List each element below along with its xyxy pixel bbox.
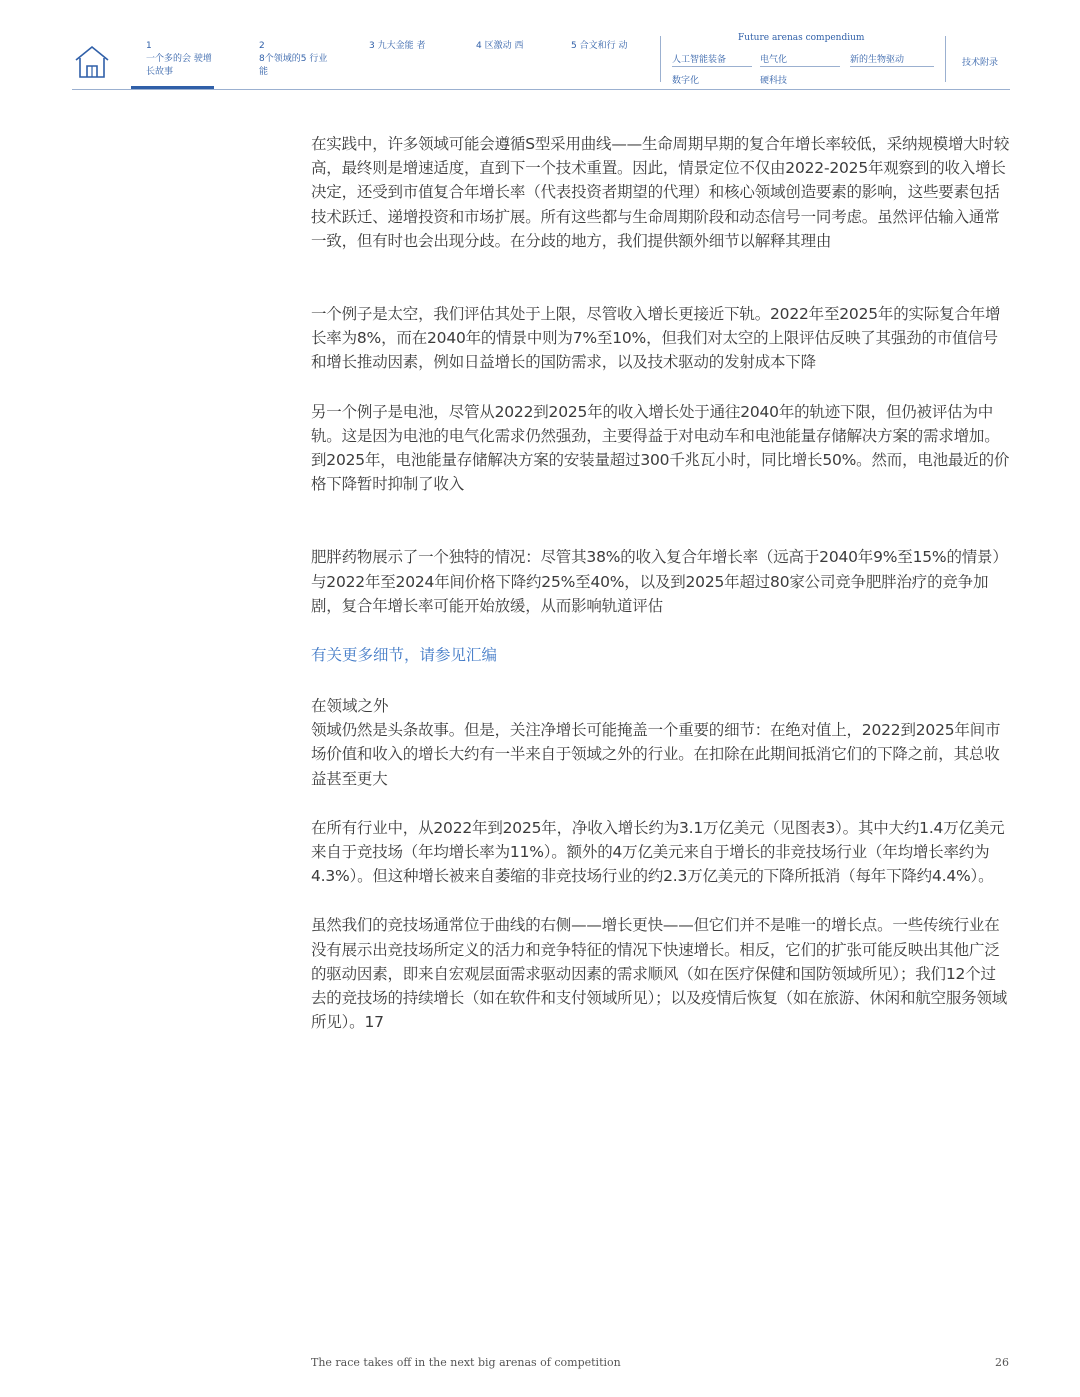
nav-section-number: 1 — [146, 41, 152, 51]
nav-rule — [72, 89, 1010, 90]
compendium-link[interactable]: 有关更多细节，请参见汇编 — [311, 646, 498, 665]
footer-title: The race takes off in the next big arenas of competition — [311, 1356, 621, 1369]
body-paragraph: 肥胖药物展示了一个独特的情况：尽管其38%的收入复合年增长率（远高于2040年9%至15%的情景）与2022年至2024年间价格下降约25%至40%，以及到2025年超过80家公司竞争肥胖治疗的竞争加剧，复合年增长率可能开始放缓，从而影响轨道评估 — [311, 548, 1008, 615]
nav-section-2[interactable] — [259, 40, 329, 79]
nav-section-1[interactable] — [146, 40, 216, 79]
compendium-item-ai[interactable]: 人工智能装备 — [672, 52, 752, 67]
nav-section-label: 3 九大金能 者 — [369, 41, 426, 51]
nav-divider — [945, 36, 946, 82]
home-icon[interactable] — [72, 44, 112, 80]
nav-section-4[interactable] — [476, 40, 531, 53]
body-paragraph: 虽然我们的竞技场通常位于曲线的右侧——增长更快——但它们并不是唯一的增长点。一些传统行业在没有展示出竞技场所定义的活力和竞争特征的情况下快速增长。相反，它们的扩张可能反映出其他广泛的驱动因素，即来自宏观层面需求驱动因素的需求顺风（如在医疗保健和国防领域所见）；我们12个过去的竞技场的持续增长（如在软件和支付领域所见）；以及疫情后恢复（如在旅游、休闲和航空服务领域所见）。17 — [311, 916, 1008, 1032]
compendium-item-hardtech[interactable]: 硬科技 — [760, 76, 788, 86]
body-paragraph: 在实践中，许多领域可能会遵循S型采用曲线——生命周期早期的复合年增长率较低，采纳规模增大时较高，最终则是增速适度，直到下一个技术重置。因此，情景定位不仅由2022-2025年观察到的收入增长决定，还受到市值复合年增长率（代表投资者期望的代理）和核心领域创造要素的影响，这些要素包括技术跃迁、递增投资和市场扩展。所有这些都与生命周期阶段和动态信号一同考虑。虽然评估输入通常一致，但有时也会出现分歧。在分歧的地方，我们提供额外细节以解释其理由 — [311, 135, 1010, 250]
nav-section-number: 2 — [259, 41, 265, 51]
nav-section-label: 4 区激动 西 — [476, 41, 524, 51]
body-paragraph: 在所有行业中，从2022年到2025年，净收入增长约为3.1万亿美元（见图表3）。其中大约1.4万亿美元来自于竞技场（年均增长率为11%）。额外的4万亿美元来自于增长的非竞技场行业（年均增长率约为4.3%）。但这种增长被来自萎缩的非竞技场行业的约2.3万亿美元的下降所抵消（每年下降约4.4%）。 — [311, 818, 1005, 886]
page-number: 26 — [995, 1356, 1009, 1369]
nav-divider — [660, 36, 661, 82]
top-navigation — [0, 0, 1080, 92]
body-paragraph: 另一个例子是电池，尽管从2022到2025年的收入增长处于通往2040年的轨迹下限，但仍被评估为中轨。这是因为电池的电气化需求仍然强劲，主要得益于对电动车和电池能量存储解决方案的需求增加。到2025年，电池能量存储解决方案的安装量超过300千兆瓦小时，同比增长50%。然而，电池最近的价格下降暂时抑制了收入 — [311, 402, 1010, 494]
nav-section-label: 5 合文和行 动 — [571, 41, 628, 51]
compendium-title: Future arenas compendium — [738, 33, 865, 43]
compendium-item-digital[interactable]: 数字化 — [672, 76, 700, 86]
compendium-item-bio[interactable]: 新的生物驱动 — [850, 52, 934, 67]
nav-section-label: 一个多的会 驶增长故事 — [146, 54, 212, 77]
main-content — [311, 132, 1011, 1034]
body-paragraph: 领域仍然是头条故事。但是，关注净增长可能掩盖一个重要的细节：在绝对值上，2022到2025年间市场价值和收入的增长大约有一半来自于领域之外的行业。在扣除在此期间抵消它们的下降之前，其总收益甚至更大 — [311, 721, 1001, 788]
nav-section-label: 8个领域的5 行业能 — [259, 54, 328, 77]
compendium-item-electrification[interactable]: 电气化 — [760, 52, 840, 67]
tech-appendix-link[interactable]: 技术附录 — [962, 58, 999, 68]
nav-section-5[interactable] — [571, 40, 631, 53]
body-paragraph: 一个例子是太空，我们评估其处于上限，尽管收入增长更接近下轨。2022年至2025年的实际复合年增长率为8%，而在2040年的情景中则为7%至10%，但我们对太空的上限评估反映了其强劲的市值信号和增长推动因素，例如日益增长的国防需求，以及技术驱动的发射成本下降 — [311, 305, 1001, 372]
section-subheading: 在领域之外 — [311, 697, 389, 716]
nav-section-3[interactable] — [369, 40, 429, 53]
